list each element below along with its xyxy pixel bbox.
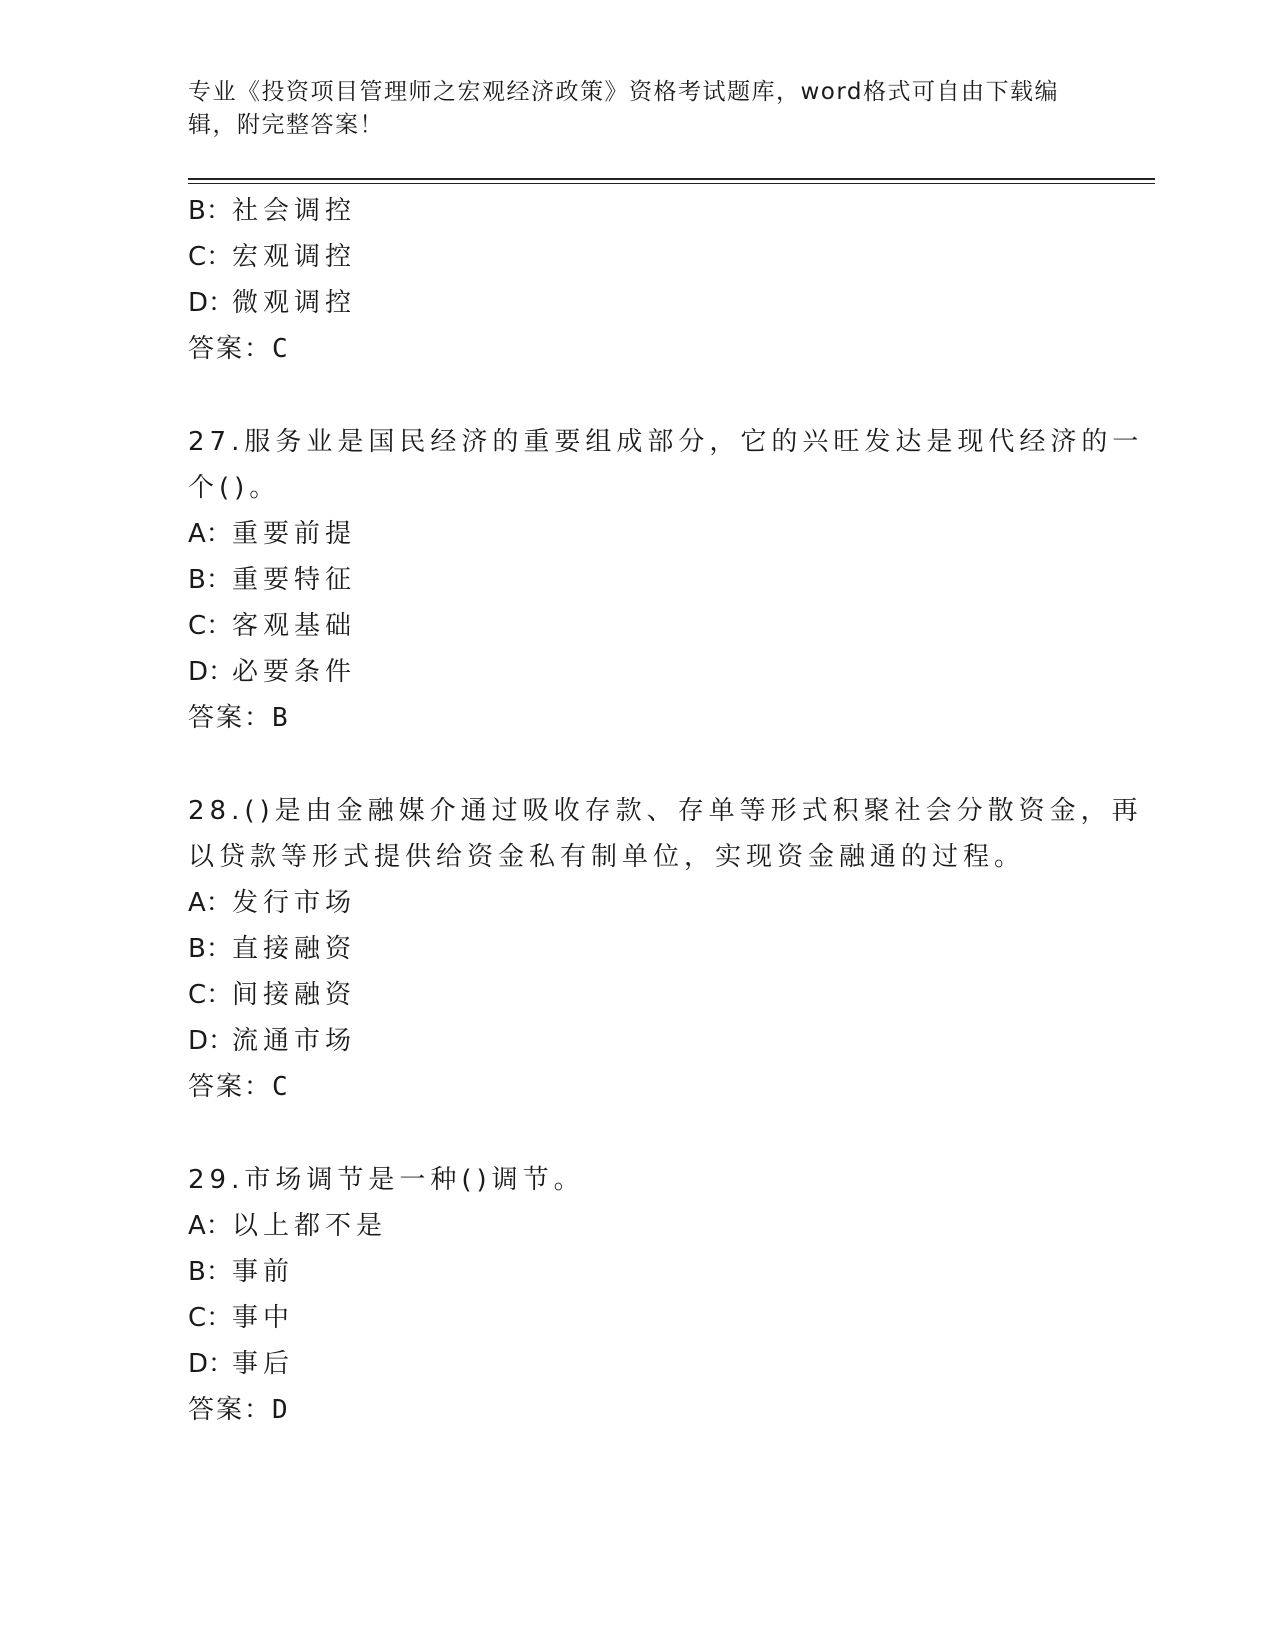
question-block-29 [188, 1157, 1088, 1433]
option-c [188, 603, 1088, 649]
option-letter: A： [188, 519, 232, 549]
question-list [188, 188, 1144, 1433]
option-b [188, 188, 1088, 234]
option-text: 重要前提 [232, 519, 357, 549]
option-text: 微观调控 [232, 288, 357, 318]
answer-line [188, 695, 1088, 741]
option-letter: B： [188, 196, 232, 226]
header-divider-thin [188, 183, 1155, 184]
option-text: 社会调控 [232, 196, 357, 226]
option-text: 发行市场 [232, 888, 357, 918]
option-letter: D： [188, 1349, 235, 1379]
option-letter: A： [188, 888, 232, 918]
option-text: 宏观调控 [232, 242, 357, 272]
option-letter: B： [188, 565, 232, 595]
option-text: 直接融资 [232, 934, 357, 964]
option-letter: C： [188, 611, 233, 641]
option-letter: A： [188, 1211, 232, 1241]
question-stem-line: 29.市场调节是一种()调节。 [188, 1165, 585, 1195]
option-text: 事前 [232, 1257, 295, 1287]
option-letter: C： [188, 1303, 233, 1333]
option-a [188, 880, 1088, 926]
answer-label: 答案： [188, 703, 273, 733]
option-letter: D： [188, 1026, 235, 1056]
header-divider-thick [188, 178, 1155, 180]
option-c [188, 972, 1088, 1018]
question-block-27 [188, 419, 1144, 741]
answer-value: C [272, 1072, 290, 1102]
option-text: 流通市场 [232, 1026, 357, 1056]
option-a [188, 511, 1088, 557]
page-header [188, 76, 1068, 142]
answer-line [188, 326, 1088, 372]
option-letter: C： [188, 980, 233, 1010]
option-d [188, 1018, 1088, 1064]
option-b [188, 1249, 1088, 1295]
question-stem-line: 个()。 [188, 473, 281, 503]
answer-label: 答案： [188, 1395, 273, 1425]
answer-value: C [272, 334, 290, 364]
option-c [188, 234, 1088, 280]
option-a [188, 1203, 1088, 1249]
answer-label: 答案： [188, 1072, 273, 1102]
answer-label: 答案： [188, 334, 273, 364]
question-stem-line: 以贷款等形式提供给资金私有制单位，实现资金融通的过程。 [188, 842, 1026, 872]
option-b [188, 926, 1088, 972]
question-block-prev [188, 188, 1088, 372]
option-text: 以上都不是 [232, 1211, 388, 1241]
option-letter: B： [188, 1257, 232, 1287]
option-d [188, 1341, 1088, 1387]
option-text: 必要条件 [232, 657, 357, 687]
question-block-28 [188, 788, 1143, 1110]
question-stem-line: 28.()是由金融媒介通过吸收存款、存单等形式积聚社会分散资金，再 [188, 796, 1143, 826]
answer-value: D [272, 1395, 290, 1425]
option-letter: C： [188, 242, 233, 272]
answer-value: B [272, 703, 290, 733]
header-line-1: 专业《投资项目管理师之宏观经济政策》资格考试题库，word格式可自由下载编 [188, 79, 1060, 105]
option-letter: B： [188, 934, 232, 964]
option-b [188, 557, 1088, 603]
option-text: 客观基础 [232, 611, 357, 641]
option-text: 重要特征 [232, 565, 357, 595]
question-stem-line: 27.服务业是国民经济的重要组成部分，它的兴旺发达是现代经济的一 [188, 427, 1144, 457]
option-text: 事中 [232, 1303, 295, 1333]
option-text: 间接融资 [232, 980, 357, 1010]
option-d [188, 649, 1088, 695]
answer-line [188, 1387, 1088, 1433]
option-text: 事后 [232, 1349, 295, 1379]
header-line-2: 辑，附完整答案！ [188, 112, 384, 138]
answer-line [188, 1064, 1088, 1110]
option-letter: D： [188, 657, 235, 687]
option-d [188, 280, 1088, 326]
option-letter: D： [188, 288, 235, 318]
option-c [188, 1295, 1088, 1341]
